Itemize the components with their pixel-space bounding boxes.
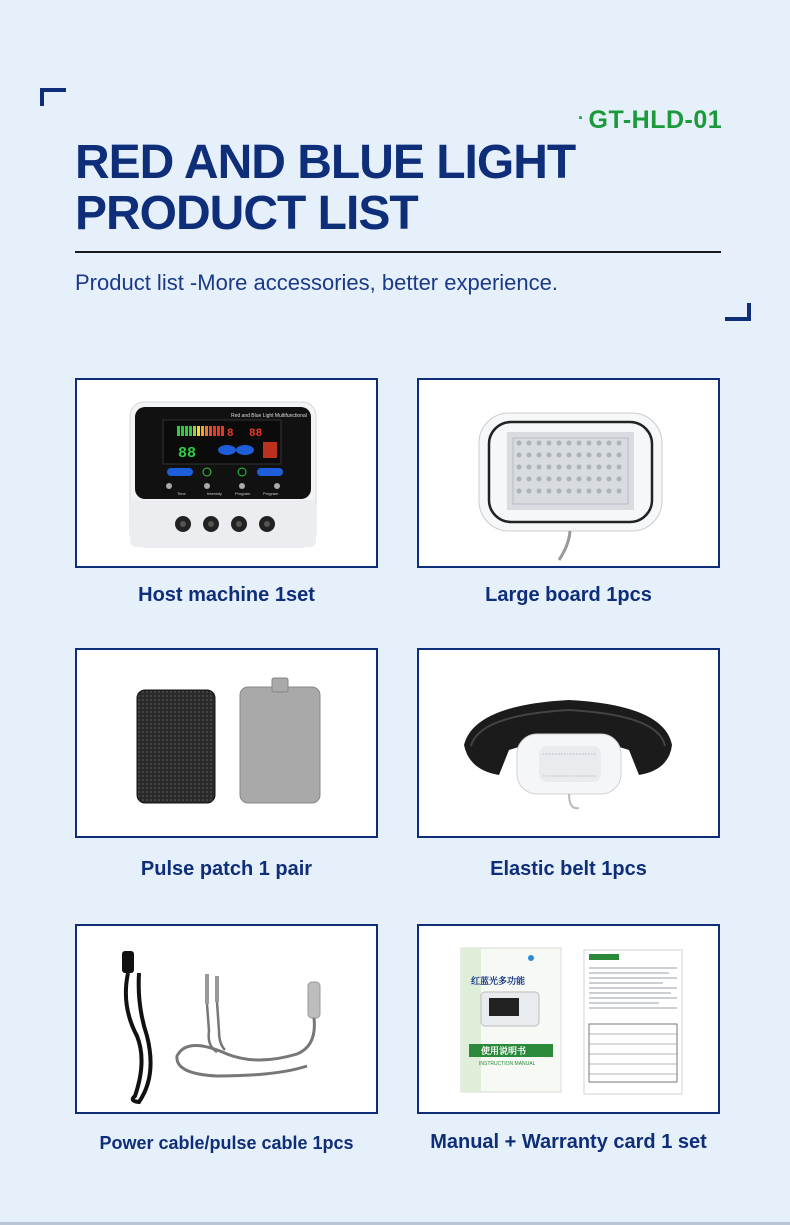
title-divider [75,251,721,253]
svg-text:88: 88 [178,445,197,462]
caption-large-board: Large board 1pcs [485,584,652,606]
panel-label-3: Program [235,491,251,496]
manual-image [419,926,720,1114]
product-card-pulse-patch [75,648,378,838]
corner-bracket-bottom-right [725,303,751,321]
elastic-belt-image [419,650,720,838]
manual-subtitle: 使用说明书 [481,1047,527,1057]
caption-cables: Power cable/pulse cable 1pcs [99,1133,354,1153]
svg-text:88: 88 [249,428,263,440]
panel-label-4: Program [263,491,279,496]
manual-en: INSTRUCTION MANUAL [479,1061,536,1067]
caption-manual: Manual + Warranty card 1 set [430,1131,707,1153]
panel-label-2: Intensity [207,491,222,496]
caption-host-machine: Host machine 1set [138,584,315,606]
device-label: Red and Blue Light Multifunctional [231,413,307,419]
host-machine-image [77,380,378,568]
manual-title: 红蓝光多功能 [471,977,526,987]
svg-text:8: 8 [227,428,234,440]
pulse-patch-image [77,650,378,838]
caption-pulse-patch: Pulse patch 1 pair [140,858,313,880]
caption-elastic-belt: Elastic belt 1pcs [490,858,647,880]
page-subtitle: Product list -More accessories, better experience. [75,270,558,295]
large-board-image [419,380,720,568]
corner-bracket-top-left [40,88,66,106]
product-card-cables [75,924,378,1114]
cables-image [77,926,378,1114]
model-number: · GT-HLD-01 [578,106,723,134]
page-title: RED AND BLUE LIGHT PRODUCT LIST [75,136,576,240]
product-card-elastic-belt [417,648,720,838]
product-card-manual [417,924,720,1114]
product-card-large-board [417,378,720,568]
product-card-host-machine [75,378,378,568]
panel-label-1: Time [177,491,186,496]
